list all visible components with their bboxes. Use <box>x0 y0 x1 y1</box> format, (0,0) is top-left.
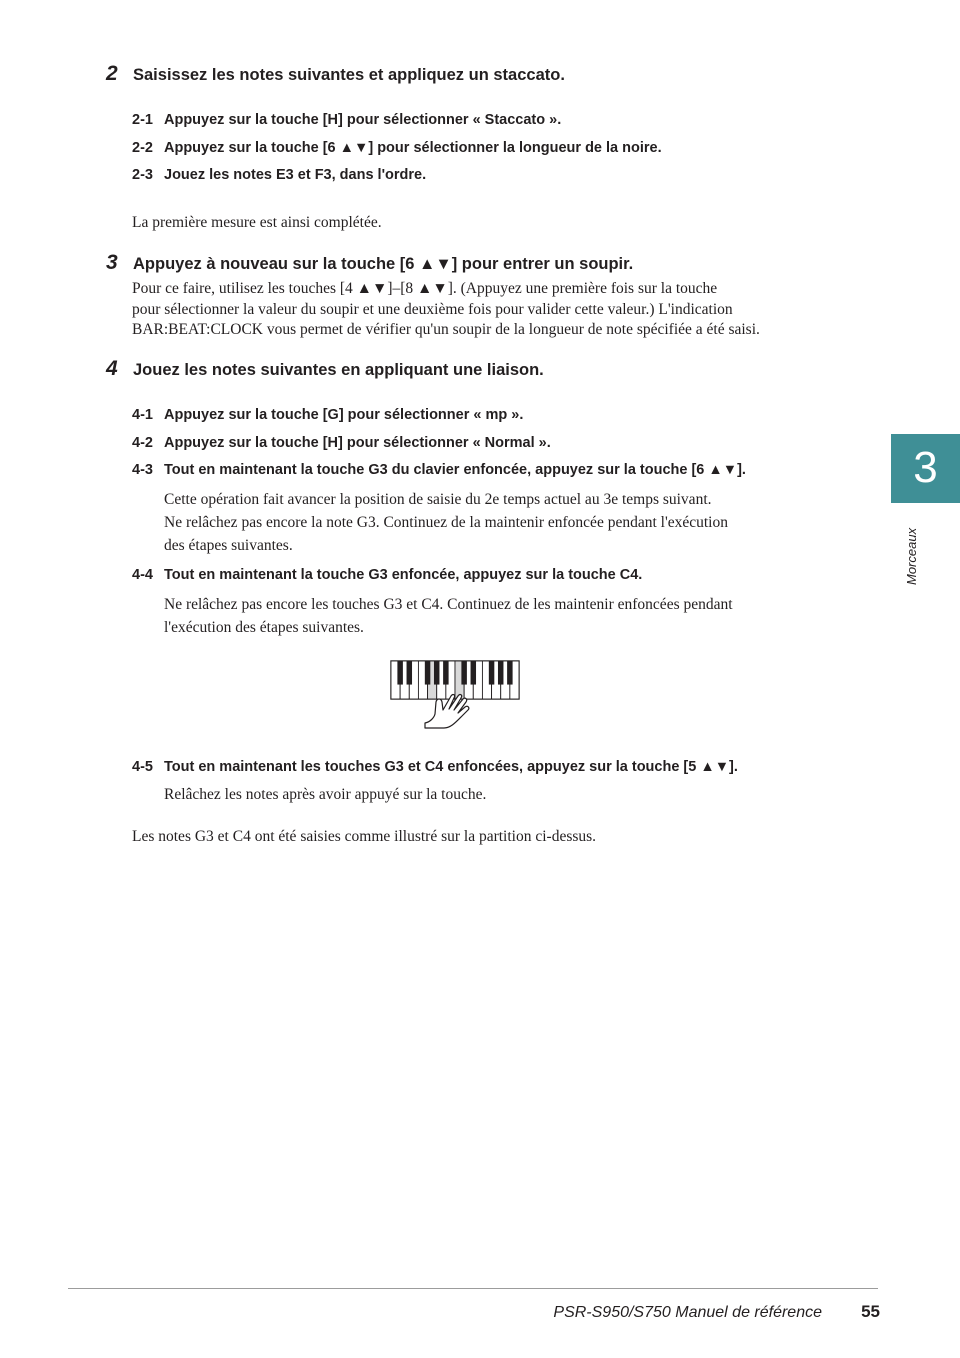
step-4-closing: Les notes G3 et C4 ont été saisies comme illustré sur la partition ci-dessus. <box>132 828 597 845</box>
substep-4-4-text: Tout en maintenant la touche G3 enfoncée, appuyez sur la touche C4. <box>164 567 643 583</box>
substep-4-5-text: Tout en maintenant les touches G3 et C4 enfoncées, appuyez sur la touche [5 ▲▼]. <box>164 759 738 775</box>
substep-4-2-number: 4-2 <box>132 435 153 451</box>
substep-2-1-number: 2-1 <box>132 112 153 128</box>
black-key <box>507 661 512 685</box>
step-2-note: La première mesure est ainsi complétée. <box>132 214 382 231</box>
chapter-tab[interactable] <box>891 434 960 503</box>
black-key <box>471 661 476 685</box>
step-3-body-line: Pour ce faire, utilisez les touches [4 ▲▼]–[8 ▲▼]. (Appuyez une première fois sur la touche <box>132 280 718 297</box>
footer-divider <box>68 1288 878 1289</box>
substep-4-4-body-line: l'exécution des étapes suivantes. <box>164 619 364 636</box>
step-4-number: 4 <box>106 357 118 380</box>
step-3-body <box>132 279 760 341</box>
black-key <box>489 661 494 685</box>
substep-4-4-number: 4-4 <box>132 567 153 583</box>
black-key <box>443 661 448 685</box>
substep-2-1-text: Appuyez sur la touche [H] pour sélectionner « Staccato ». <box>164 112 562 128</box>
black-key <box>434 661 439 685</box>
substep-4-4-body <box>164 593 733 639</box>
substep-4-3-body-line: Ne relâchez pas encore la note G3. Continuez de la maintenir enfoncée pendant l'exécution <box>164 514 728 531</box>
step-3-body-line: BAR:BEAT:CLOCK vous permet de vérifier qu'un soupir de la longueur de note spécifiée a été saisi. <box>132 321 760 338</box>
substep-2-2-number: 2-2 <box>132 140 153 156</box>
step-3-heading: Appuyez à nouveau sur la touche [6 ▲▼] pour entrer un soupir. <box>133 255 634 273</box>
substep-4-2-text: Appuyez sur la touche [H] pour sélectionner « Normal ». <box>164 435 551 451</box>
black-key <box>407 661 412 685</box>
page-number: 55 <box>861 1302 880 1321</box>
keyboard-illustration <box>388 658 522 730</box>
substep-2-3-number: 2-3 <box>132 167 153 183</box>
step-3-number: 3 <box>106 251 118 274</box>
substep-4-5-body <box>164 785 486 806</box>
substep-4-1-text: Appuyez sur la touche [G] pour sélectionner « mp ». <box>164 407 524 423</box>
black-key <box>397 661 402 685</box>
substep-4-3-number: 4-3 <box>132 462 153 478</box>
substep-4-3-body <box>164 488 728 557</box>
substep-4-3-body-line: Cette opération fait avancer la position de saisie du 2e temps actuel au 3e temps suivant. <box>164 491 712 508</box>
substep-4-5-number: 4-5 <box>132 759 153 775</box>
substep-4-3-text: Tout en maintenant la touche G3 du clavier enfoncée, appuyez sur la touche [6 ▲▼]. <box>164 462 746 478</box>
black-key <box>461 661 466 685</box>
keyboard-hand-icon <box>388 658 522 730</box>
step-2-number: 2 <box>106 62 118 85</box>
substep-4-3-body-line: des étapes suivantes. <box>164 537 293 554</box>
substep-4-5-body-line: Relâchez les notes après avoir appuyé sur la touche. <box>164 786 487 803</box>
substep-4-1-number: 4-1 <box>132 407 153 423</box>
chapter-tab-number: 3 <box>913 443 938 492</box>
step-4-heading: Jouez les notes suivantes en appliquant une liaison. <box>133 361 544 379</box>
chapter-label: Morceaux <box>904 527 919 585</box>
substep-2-3-text: Jouez les notes E3 et F3, dans l'ordre. <box>164 167 427 183</box>
black-key <box>425 661 430 685</box>
substep-4-4-body-line: Ne relâchez pas encore les touches G3 et C4. Continuez de les maintenir enfoncées pendant <box>164 596 733 613</box>
step-3-body-line: pour sélectionner la valeur du soupir et une deuxième fois pour valider cette valeur.) L'indication <box>132 300 733 318</box>
step-2-heading: Saisissez les notes suivantes et appliquez un staccato. <box>133 66 565 84</box>
substep-2-2-text: Appuyez sur la touche [6 ▲▼] pour sélectionner la longueur de la noire. <box>164 140 662 156</box>
footer-title: PSR-S950/S750 Manuel de référence <box>553 1304 822 1321</box>
black-key <box>498 661 503 685</box>
